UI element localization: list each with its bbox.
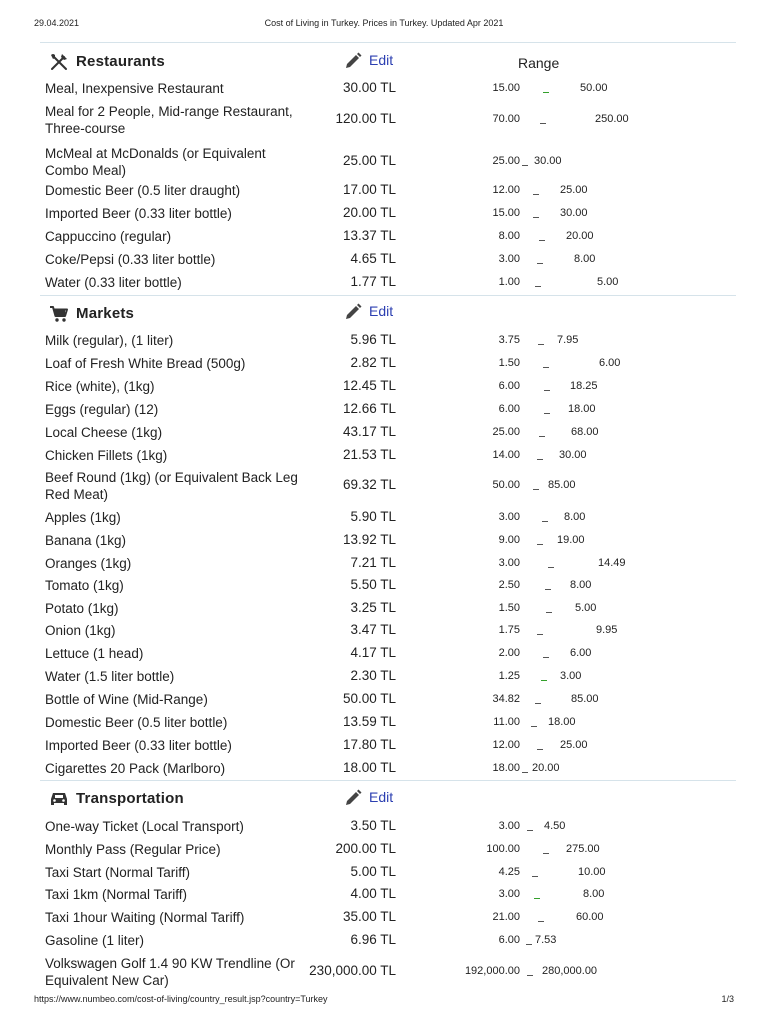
item-price: 5.96 TL (350, 332, 396, 347)
item-name: Domestic Beer (0.5 liter draught) (45, 183, 241, 198)
range-marker (544, 413, 550, 414)
range-max: 85.00 (548, 479, 576, 491)
item-price: 69.32 TL (342, 477, 396, 492)
item-name: Local Cheese (1kg) (45, 425, 163, 440)
item-name: Imported Beer (0.33 liter bottle) (45, 738, 232, 753)
range-max: 19.00 (557, 534, 585, 546)
range-marker (539, 436, 545, 437)
item-name: Lettuce (1 head) (45, 646, 144, 661)
range-min: 15.00 (492, 207, 520, 219)
range-min: 1.50 (498, 602, 520, 614)
range-max: 9.95 (596, 624, 618, 636)
range-marker (548, 567, 554, 568)
section-title-markets: Markets (76, 305, 135, 322)
range-min: 1.75 (498, 624, 520, 636)
item-name: One-way Ticket (Local Transport) (45, 819, 244, 834)
range-min: 2.50 (498, 579, 520, 591)
range-max: 10.00 (578, 866, 606, 878)
item-price: 12.45 TL (342, 378, 396, 393)
shopping-cart-icon (48, 303, 70, 325)
range-marker (527, 975, 533, 976)
range-min: 14.00 (492, 449, 520, 461)
section-title-restaurants: Restaurants (76, 53, 165, 70)
range-min: 1.00 (498, 276, 520, 288)
range-min: 3.00 (498, 253, 520, 265)
range-max: 5.00 (575, 602, 597, 614)
print-url: https://www.numbeo.com/cost-of-living/country_result.jsp?country=Turkey (34, 994, 328, 1004)
item-name: McMeal at McDonalds (or Equivalent Combo Meal) (45, 146, 266, 178)
range-min: 8.00 (498, 230, 520, 242)
range-max: 18.25 (570, 380, 598, 392)
range-marker (534, 898, 540, 899)
range-min: 12.00 (492, 739, 520, 751)
item-price: 120.00 TL (335, 111, 396, 126)
pencil-icon[interactable] (344, 303, 362, 321)
range-marker (538, 344, 544, 345)
item-price: 21.53 TL (342, 447, 396, 462)
item-name: Water (1.5 liter bottle) (45, 669, 175, 684)
range-marker (532, 876, 538, 877)
item-price: 230,000.00 TL (309, 963, 396, 978)
item-price: 4.00 TL (350, 886, 396, 901)
print-title: Cost of Living in Turkey. Prices in Turkey. Updated Apr 2021 (264, 18, 504, 28)
range-max: 4.50 (544, 820, 566, 832)
item-name: Chicken Fillets (1kg) (45, 448, 168, 463)
edit-link-markets[interactable]: Edit (369, 303, 394, 319)
range-min: 1.50 (498, 357, 520, 369)
item-price: 30.00 TL (342, 80, 396, 95)
print-date: 29.04.2021 (34, 18, 80, 28)
range-marker (546, 612, 552, 613)
item-name: Banana (1kg) (45, 533, 127, 548)
range-marker (543, 853, 549, 854)
range-marker (540, 123, 546, 124)
item-price: 1.77 TL (350, 274, 396, 289)
range-marker (542, 521, 548, 522)
range-min: 12.00 (492, 184, 520, 196)
range-min: 21.00 (492, 911, 520, 923)
range-min: 3.00 (498, 888, 520, 900)
item-name: Potato (1kg) (45, 601, 119, 616)
range-marker (537, 634, 543, 635)
range-marker (537, 459, 543, 460)
range-max: 8.00 (570, 579, 592, 591)
range-max: 30.00 (534, 155, 562, 167)
range-marker (526, 944, 532, 945)
range-min: 50.00 (492, 479, 520, 491)
section-divider (40, 42, 736, 43)
edit-link-restaurants[interactable]: Edit (369, 52, 394, 68)
range-marker (533, 489, 539, 490)
range-max: 5.00 (597, 276, 619, 288)
range-min: 192,000.00 (464, 965, 520, 977)
range-marker (527, 830, 533, 831)
fork-knife-icon (48, 51, 70, 73)
item-name: Bottle of Wine (Mid-Range) (45, 692, 208, 707)
range-marker (535, 286, 541, 287)
range-max: 68.00 (571, 426, 599, 438)
range-max: 85.00 (571, 693, 599, 705)
range-min: 11.00 (493, 716, 520, 728)
section-divider (40, 780, 736, 781)
range-max: 25.00 (560, 739, 588, 751)
range-max: 18.00 (548, 716, 576, 728)
range-marker (531, 726, 537, 727)
item-price: 13.37 TL (342, 228, 396, 243)
section-title-transportation: Transportation (76, 790, 184, 807)
pencil-icon[interactable] (344, 52, 362, 70)
range-marker (522, 165, 528, 166)
range-min: 6.00 (498, 403, 520, 415)
item-price: 5.00 TL (350, 864, 396, 879)
item-name: Beef Round (1kg) (or Equivalent Back Leg Red Meat) (45, 470, 298, 502)
item-name: Milk (regular), (1 liter) (45, 333, 174, 348)
range-max: 20.00 (532, 762, 560, 774)
item-price: 50.00 TL (342, 691, 396, 706)
range-max: 275.00 (566, 843, 600, 855)
item-name: Coke/Pepsi (0.33 liter bottle) (45, 252, 216, 267)
item-name: Eggs (regular) (12) (45, 402, 159, 417)
range-min: 3.00 (498, 511, 520, 523)
range-max: 14.49 (598, 557, 626, 569)
item-name: Domestic Beer (0.5 liter bottle) (45, 715, 228, 730)
item-name: Rice (white), (1kg) (45, 379, 155, 394)
range-min: 3.00 (498, 820, 520, 832)
range-max: 25.00 (560, 184, 588, 196)
pencil-icon[interactable] (344, 789, 362, 807)
range-max: 3.00 (560, 670, 582, 682)
range-max: 8.00 (574, 253, 596, 265)
range-max: 280,000.00 (542, 965, 598, 977)
item-price: 25.00 TL (342, 153, 396, 168)
item-name: Taxi Start (Normal Tariff) (45, 865, 191, 880)
range-marker (545, 589, 551, 590)
item-price: 200.00 TL (335, 841, 396, 856)
range-min: 2.00 (498, 647, 520, 659)
item-price: 18.00 TL (342, 760, 396, 775)
item-price: 5.90 TL (350, 509, 396, 524)
range-marker (539, 240, 545, 241)
item-price: 4.65 TL (350, 251, 396, 266)
range-min: 15.00 (492, 82, 520, 94)
range-max: 50.00 (580, 82, 608, 94)
range-marker (533, 194, 539, 195)
range-min: 3.00 (498, 557, 520, 569)
item-price: 13.92 TL (342, 532, 396, 547)
range-marker (522, 772, 528, 773)
range-max: 20.00 (566, 230, 594, 242)
section-divider (40, 295, 736, 296)
range-min: 6.00 (498, 934, 520, 946)
range-max: 30.00 (560, 207, 588, 219)
range-max: 7.53 (535, 934, 557, 946)
item-price: 17.00 TL (342, 182, 396, 197)
range-max: 6.00 (599, 357, 621, 369)
item-name: Volkswagen Golf 1.4 90 KW Trendline (Or Equivalent New Car) (45, 956, 295, 988)
item-name: Cigarettes 20 Pack (Marlboro) (45, 761, 226, 776)
edit-link-transportation[interactable]: Edit (369, 789, 394, 805)
range-min: 100.00 (486, 843, 520, 855)
item-name: Oranges (1kg) (45, 556, 132, 571)
range-marker (538, 921, 544, 922)
range-min: 6.00 (498, 380, 520, 392)
range-max: 60.00 (576, 911, 604, 923)
range-marker (533, 217, 539, 218)
item-price: 2.30 TL (350, 668, 396, 683)
item-price: 13.59 TL (342, 714, 396, 729)
item-price: 43.17 TL (342, 424, 396, 439)
range-max: 7.95 (557, 334, 579, 346)
item-name: Taxi 1hour Waiting (Normal Tariff) (45, 910, 245, 925)
item-name: Monthly Pass (Regular Price) (45, 842, 221, 857)
page-number: 1/3 (721, 994, 734, 1004)
range-max: 30.00 (559, 449, 587, 461)
item-name: Onion (1kg) (45, 623, 116, 638)
range-min: 1.25 (498, 670, 520, 682)
range-min: 18.00 (492, 762, 520, 774)
range-marker (544, 390, 550, 391)
item-name: Cappuccino (regular) (45, 229, 172, 244)
range-marker (543, 657, 549, 658)
range-min: 25.00 (492, 426, 520, 438)
item-price: 3.50 TL (350, 818, 396, 833)
item-price: 3.25 TL (350, 600, 396, 615)
range-max: 18.00 (568, 403, 596, 415)
item-name: Meal, Inexpensive Restaurant (45, 81, 224, 96)
range-max: 250.00 (595, 113, 629, 125)
item-price: 5.50 TL (350, 577, 396, 592)
range-marker (543, 92, 549, 93)
range-min: 70.00 (492, 113, 520, 125)
range-marker (535, 703, 541, 704)
range-column-header: Range (518, 55, 560, 71)
car-icon (48, 788, 70, 810)
item-price: 7.21 TL (350, 555, 396, 570)
range-min: 34.82 (492, 693, 520, 705)
range-min: 25.00 (492, 155, 520, 167)
item-name: Gasoline (1 liter) (45, 933, 145, 948)
item-name: Imported Beer (0.33 liter bottle) (45, 206, 232, 221)
range-marker (541, 680, 547, 681)
item-name: Water (0.33 liter bottle) (45, 275, 182, 290)
range-max: 8.00 (583, 888, 605, 900)
item-name: Meal for 2 People, Mid-range Restaurant, Three-course (45, 104, 293, 136)
range-marker (537, 544, 543, 545)
item-price: 4.17 TL (350, 645, 396, 660)
item-price: 35.00 TL (342, 909, 396, 924)
range-marker (543, 367, 549, 368)
item-price: 17.80 TL (342, 737, 396, 752)
item-price: 20.00 TL (342, 205, 396, 220)
range-marker (537, 749, 543, 750)
item-name: Apples (1kg) (45, 510, 121, 525)
range-min: 4.25 (498, 866, 520, 878)
item-name: Tomato (1kg) (45, 578, 124, 593)
item-price: 2.82 TL (350, 355, 396, 370)
range-min: 9.00 (498, 534, 520, 546)
item-price: 3.47 TL (350, 622, 396, 637)
item-name: Taxi 1km (Normal Tariff) (45, 887, 188, 902)
item-price: 12.66 TL (342, 401, 396, 416)
range-max: 6.00 (570, 647, 592, 659)
item-price: 6.96 TL (350, 932, 396, 947)
item-name: Loaf of Fresh White Bread (500g) (45, 356, 246, 371)
range-max: 8.00 (564, 511, 586, 523)
range-min: 3.75 (498, 334, 520, 346)
range-marker (537, 263, 543, 264)
